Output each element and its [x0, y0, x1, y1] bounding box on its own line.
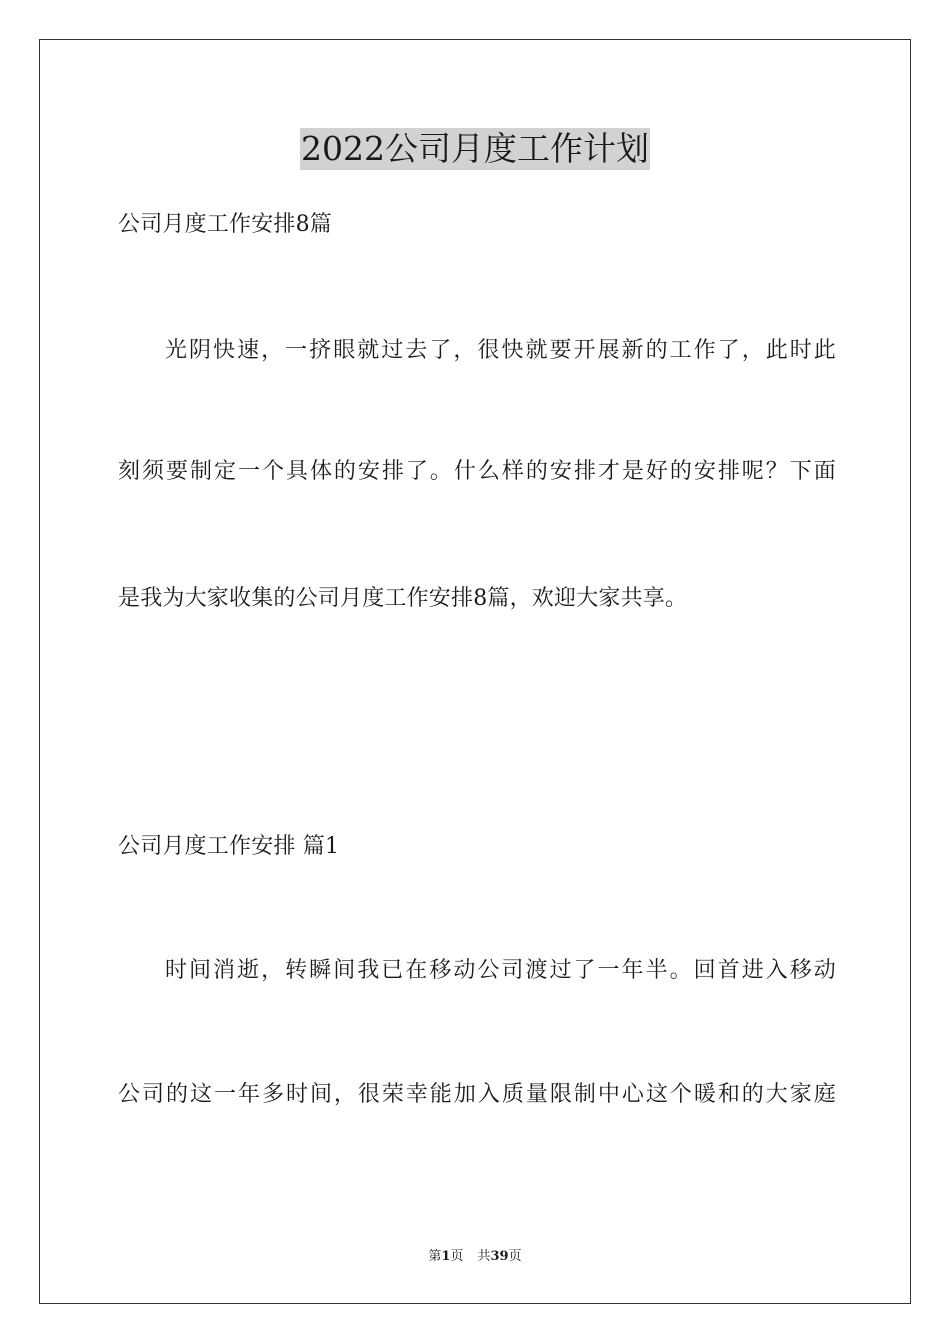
footer-page-suffix: 页 — [450, 1249, 464, 1264]
document-subtitle: 公司月度工作安排8篇 — [118, 212, 332, 237]
section-heading: 公司月度工作安排 篇1 — [118, 834, 340, 859]
intro-line-1: 光阴快速，一挤眼就过去了，很快就要开展新的工作了，此时此 — [165, 338, 836, 363]
footer-total-prefix: 共 — [477, 1249, 491, 1264]
page-footer — [0, 1248, 950, 1266]
footer-total-pages: 39 — [490, 1249, 509, 1264]
section-line-1: 时间消逝，转瞬间我已在移动公司渡过了一年半。回首进入移动 — [165, 958, 836, 983]
footer-page-number: 1 — [441, 1249, 451, 1264]
footer-page-prefix: 第 — [428, 1249, 442, 1264]
intro-line-3: 是我为大家收集的公司月度工作安排8篇，欢迎大家共享。 — [118, 586, 688, 611]
footer-total-suffix: 页 — [508, 1249, 522, 1264]
intro-line-2: 刻须要制定一个具体的安排了。什么样的安排才是好的安排呢？下面 — [118, 459, 836, 484]
section-line-2: 公司的这一年多时间，很荣幸能加入质量限制中心这个暖和的大家庭 — [118, 1082, 836, 1107]
document-title: 2022公司月度工作计划 — [301, 129, 649, 168]
document-title-container — [0, 128, 950, 170]
